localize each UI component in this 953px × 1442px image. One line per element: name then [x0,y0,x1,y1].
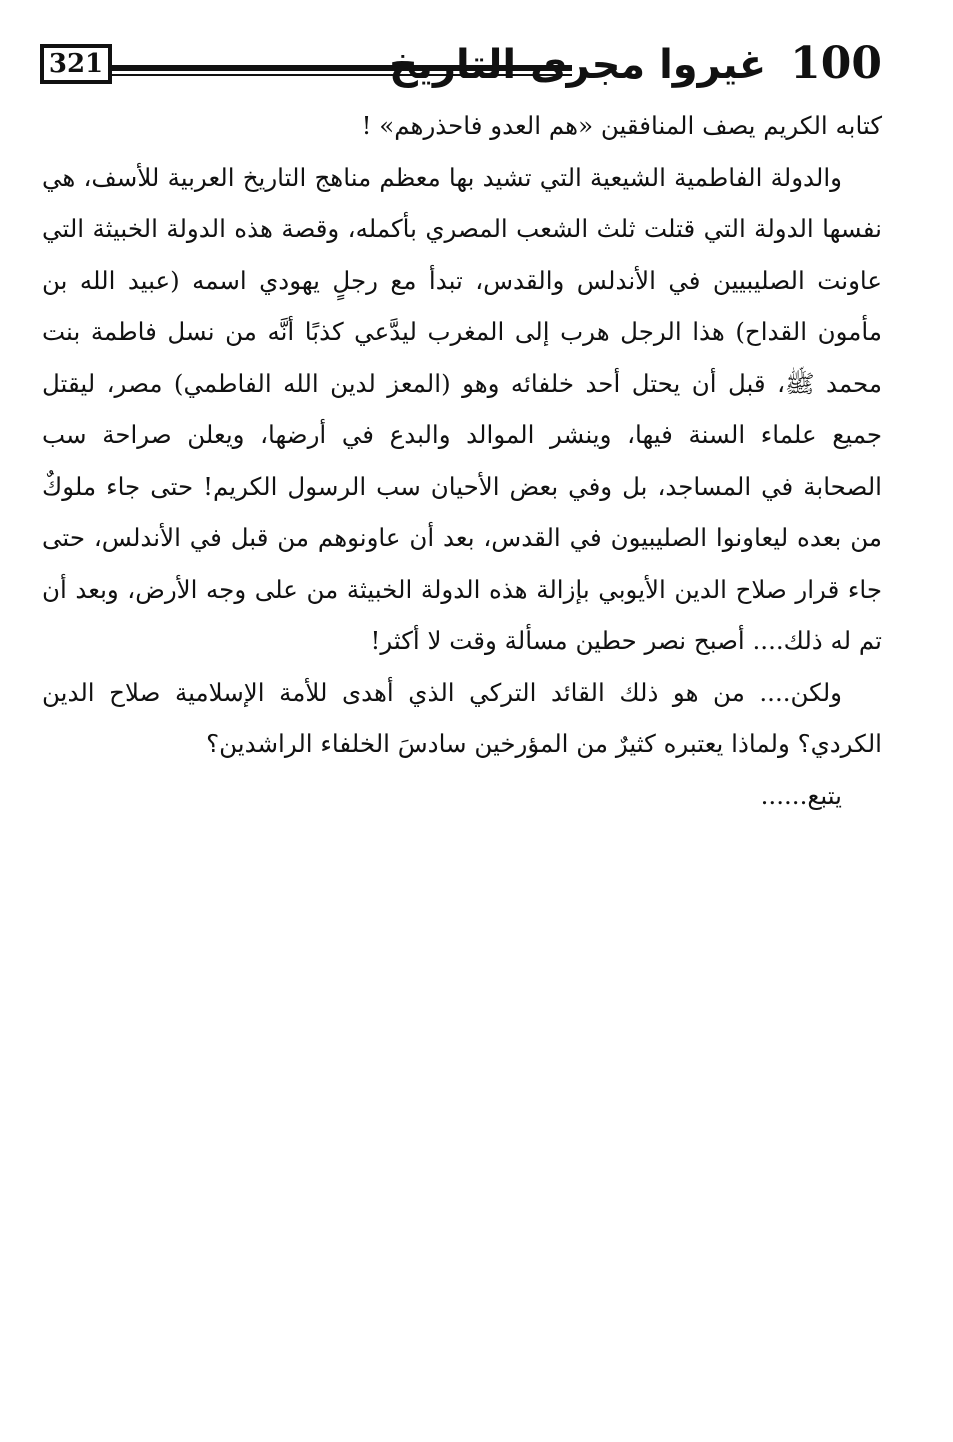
body-text [42,100,882,821]
paragraph-fatimid-state: والدولة الفاطمية الشيعية التي تشيد بها معظم مناهج التاريخ العربية للأسف، هي نفسها الدولة التي قتلت ثلث الشعب المصري بأكمله، وقصة هذه الدولة الخبيثة التي عاونت الصليبيين في الأندلس والقدس، تبدأ مع رجلٍ يهودي اسمه (عبيد الله بن مأمون القداح) هذا الرجل هرب إلى المغرب ليدَّعي كذبًا أنَّه من نسل فاطمة بنت محمد ﷺ، قبل أن يحتل أحد خلفائه وهو (المعز لدين الله الفاطمي) مصر، ليقتل جميع علماء السنة فيها، وينشر الموالد والبدع في أرضها، ويعلن صراحة سب الصحابة في المساجد، بل وفي بعض الأحيان سب الرسول الكريم! حتى جاء ملوكٌ من بعده ليعاونوا الصليبيون في القدس، بعد أن عاونوهم من قبل في الأندلس، حتى جاء قرار صلاح الدين الأيوبي بإزالة هذه الدولة الخبيثة من على وجه الأرض، وبعد أن تم له ذلك.... أصبح نصر حطين مسألة وقت لا أكثر! [42,162,882,655]
book-title [389,38,882,91]
page-header [40,38,882,94]
paragraph-to-be-continued: يتبع...... [760,780,842,810]
paragraph-continuation: كتابه الكريم يصف المنافقين «هم العدو فاحذرهم» ! [361,111,882,140]
paragraph-question: ولكن.... من هو ذلك القائد التركي الذي أهدى للأمة الإسلامية صلاح الدين الكردي؟ ولماذا يعتبره كثيرٌ من المؤرخين سادسَ الخلفاء الراشدين؟ [42,677,882,758]
book-title-text: غيروا مجرى التاريخ [389,42,767,88]
book-title-number: 100 [790,38,882,89]
page-number: 321 [40,44,112,84]
